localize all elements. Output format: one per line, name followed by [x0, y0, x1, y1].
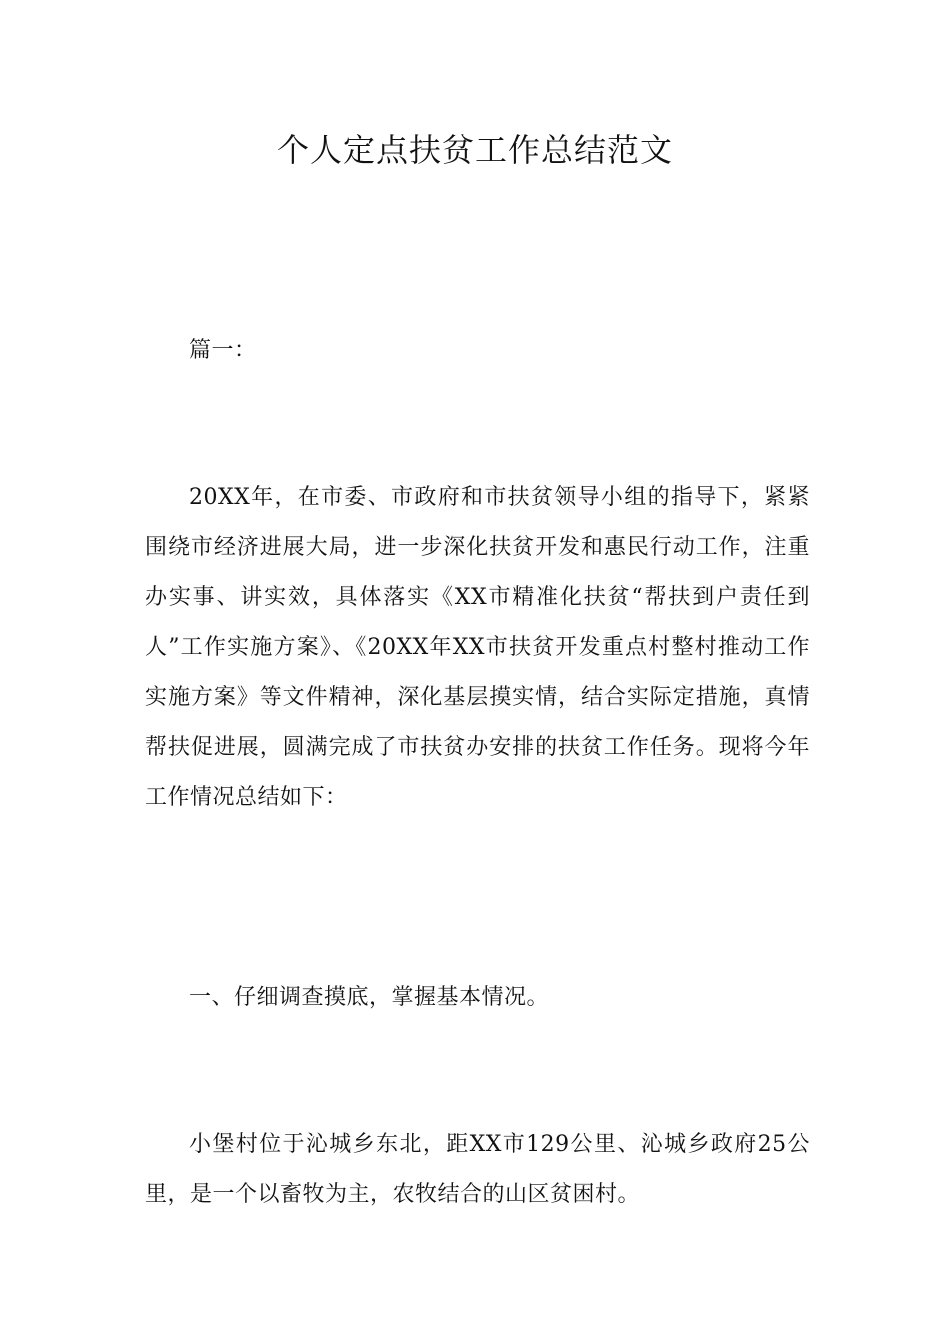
- paragraph-heading-one: 一、仔细调查摸底，掌握基本情况。: [189, 985, 550, 1010]
- paragraph-village-description: 小堡村位于沁城乡东北，距XX市129公里、沁城乡政府25公里，是一个以畜牧为主，农牧结合的山区贫困村。: [145, 1132, 810, 1207]
- paragraph-section-label: 篇一：: [189, 338, 257, 363]
- document-title: 个人定点扶贫工作总结范文: [276, 131, 673, 169]
- paragraph-introduction: 20XX年，在市委、市政府和市扶贫领导小组的指导下，紧紧围绕市经济进展大局，进一步深化扶贫开发和惠民行动工作，注重办实事、讲实效，具体落实《XX市精准化扶贫“帮扶到户责任到人”工作实施方案》、《20XX年XX市扶贫开发重点村整村推动工作实施方案》等文件精神，深化基层摸实情，结合实际定措施，真情帮扶促进展，圆满完成了市扶贫办安排的扶贫工作任务。现将今年工作情况总结如下：: [145, 485, 810, 810]
